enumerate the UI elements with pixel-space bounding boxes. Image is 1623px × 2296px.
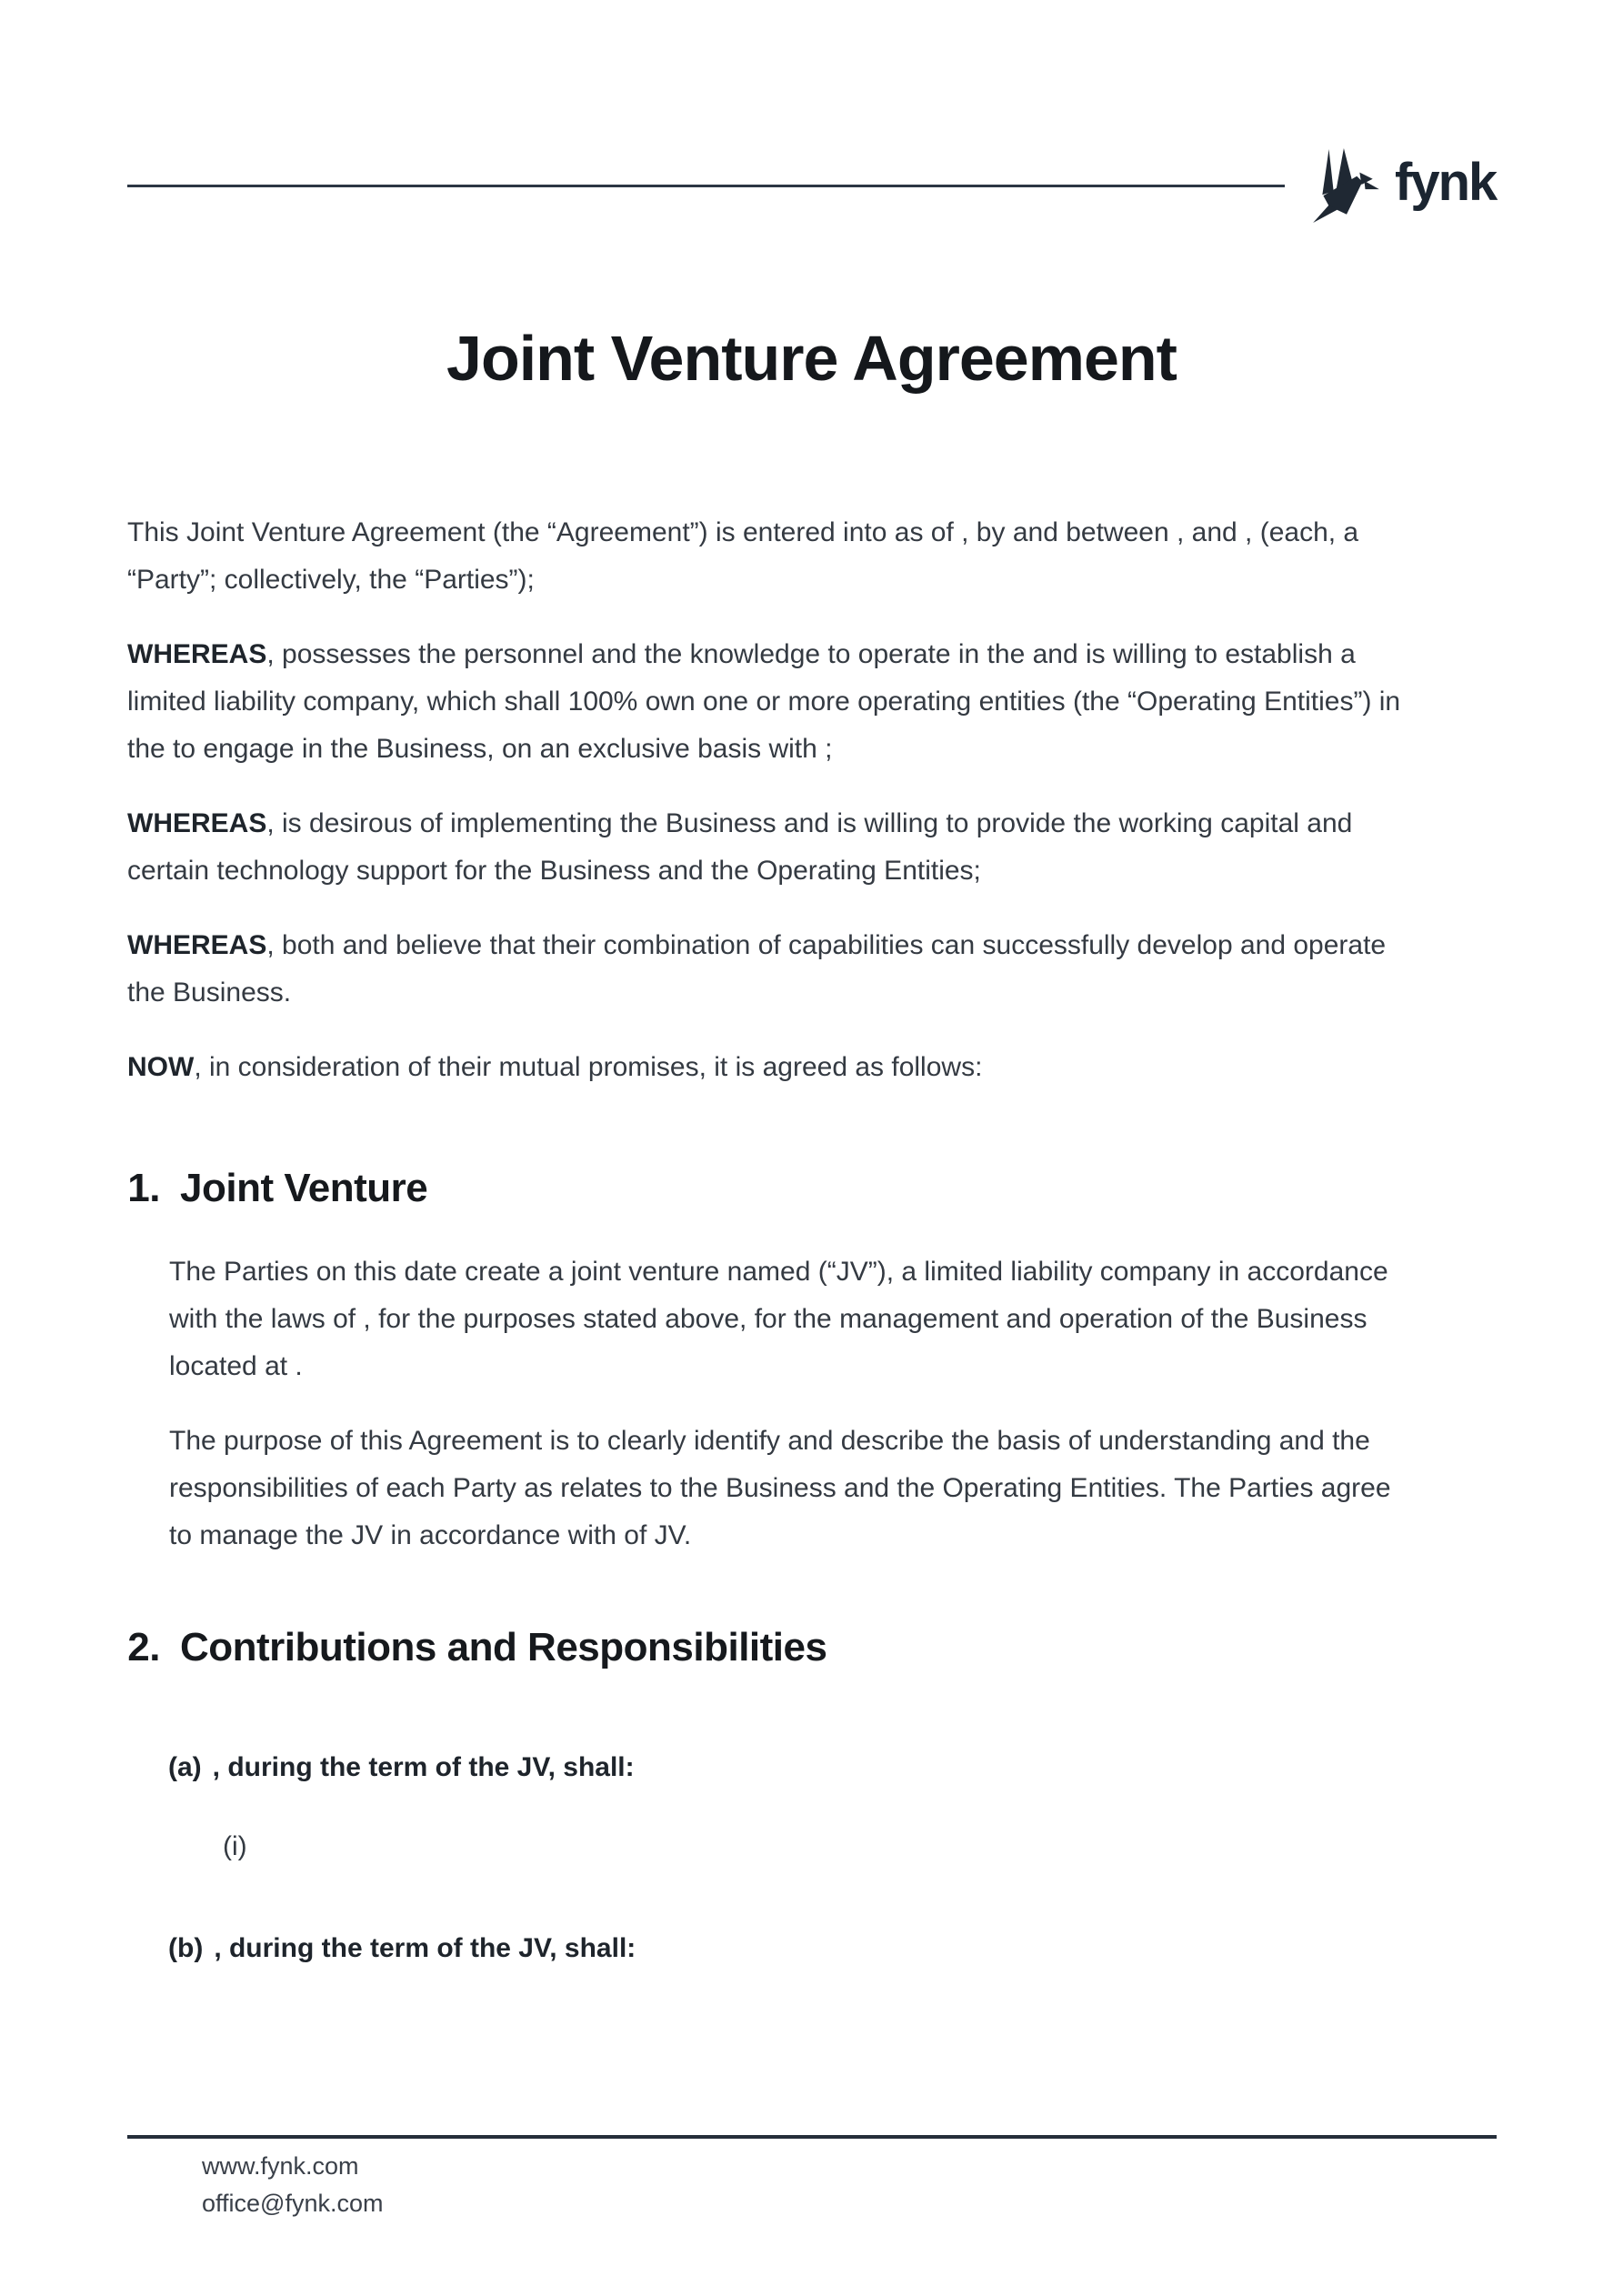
- section-contributions: [127, 1623, 1496, 1972]
- footer-links: [202, 2148, 383, 2222]
- recital-paragraph-2: [127, 800, 1418, 895]
- brand-wordmark: fynk: [1395, 153, 1497, 212]
- list-item-a: [168, 1744, 1496, 1791]
- now-paragraph: [127, 1044, 1418, 1091]
- section-title: Joint Venture: [180, 1166, 428, 1210]
- footer-rule: [127, 2135, 1497, 2139]
- section-paragraph: The purpose of this Agreement is to clearly identify and describe the basis of understanding and the responsibilities of each Party as relates to the Business and the Operating Entities. The Parties agree to manage the JV in accordance with of JV.: [169, 1426, 1391, 1550]
- recital-lead: WHEREAS: [127, 808, 267, 838]
- recital-paragraph-1: [127, 631, 1418, 773]
- recital-text: , is desirous of implementing the Business and is willing to provide the working capital and certain technology support for the Business and the Operating Entities;: [127, 808, 1353, 886]
- now-lead: NOW: [127, 1052, 195, 1082]
- list-item-b: [168, 1925, 1496, 1972]
- section-number: 1.: [127, 1166, 160, 1210]
- section-heading-2: [127, 1623, 1496, 1671]
- document-title: Joint Venture Agreement: [446, 323, 1177, 394]
- section-number: 2.: [127, 1625, 160, 1669]
- recital-lead: WHEREAS: [127, 930, 267, 960]
- section-paragraph: The Parties on this date create a joint venture named (“JV”), a limited liability company in accordance with the laws of , for the purposes stated above, for the management and operation of the Business located at .: [169, 1257, 1388, 1381]
- list-item-label: (b): [168, 1933, 204, 1963]
- website-link[interactable]: www.fynk.com: [202, 2152, 359, 2180]
- email-link[interactable]: office@fynk.com: [202, 2190, 384, 2217]
- document-body: [127, 0, 1496, 1972]
- recital-paragraph-3: [127, 922, 1418, 1017]
- recital-text: , possesses the personnel and the knowledge to operate in the and is willing to establish a limited liability company, which shall 100% own one or more operating entities (the “Operating Entities”) in the to engage in the Business, on an exclusive basis with ;: [127, 639, 1401, 764]
- recital-lead: WHEREAS: [127, 639, 267, 669]
- list-item-text: , during the term of the JV, shall:: [212, 1752, 635, 1782]
- section-joint-venture: [127, 1164, 1496, 1559]
- section-heading-1: [127, 1164, 1496, 1212]
- now-text: , in consideration of their mutual promises, it is agreed as follows:: [194, 1052, 983, 1082]
- recital-text: , both and believe that their combination of capabilities can successfully develop and operate the Business.: [127, 930, 1387, 1008]
- intro-paragraph: This Joint Venture Agreement (the “Agreement”) is entered into as of , by and between , and , (each, a “Party”; collectively, the “Parties”);: [127, 517, 1359, 595]
- list-item-label: (a): [168, 1752, 202, 1782]
- list-subitem-i: (i): [223, 1831, 247, 1861]
- section-title: Contributions and Responsibilities: [180, 1625, 827, 1669]
- list-item-text: , during the term of the JV, shall:: [214, 1933, 636, 1963]
